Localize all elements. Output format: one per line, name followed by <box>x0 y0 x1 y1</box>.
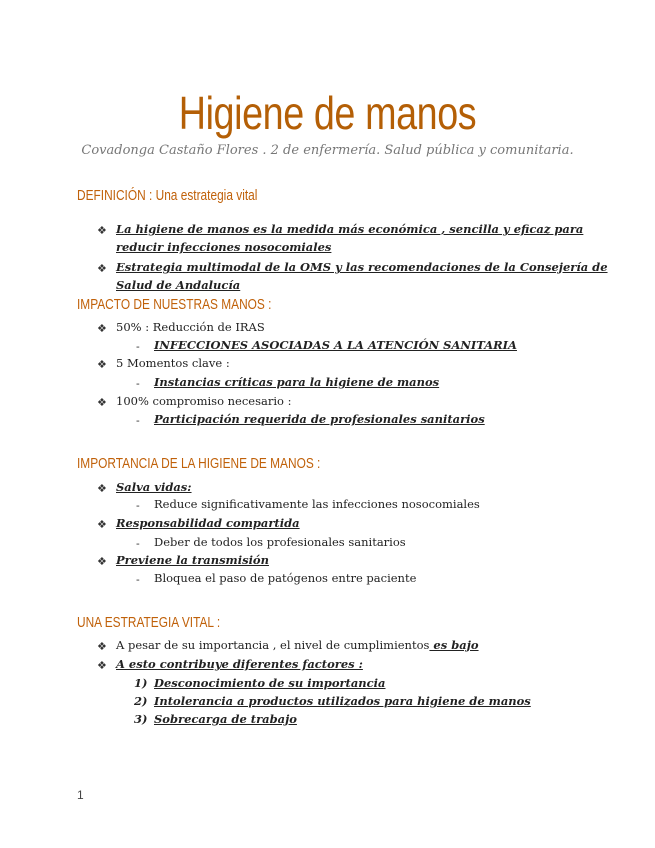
bullet-icon: ❖ <box>97 482 107 495</box>
author-subtitle: Covadonga Castaño Flores . 2 de enfermería. Salud pública y comunitaria. <box>81 143 574 158</box>
importancia-item-3-sub: Bloquea el paso de patógenos entre paciente <box>154 571 417 585</box>
importancia-item-3: Previene la transmisión <box>116 553 269 567</box>
definicion-item-1-line-2: reducir infecciones nosocomiales <box>116 240 332 254</box>
impacto-item-3-sub: Participación requerida de profesionales sanitarios <box>154 412 485 426</box>
factor-item-1: Desconocimiento de su importancia <box>154 676 386 690</box>
dash-marker: - <box>136 537 140 550</box>
importancia-item-1: Salva vidas: <box>116 480 192 494</box>
estrategia-item-2: A esto contribuye diferentes factores : <box>116 657 363 671</box>
factor-number: 1) <box>134 676 148 690</box>
impacto-item-1-sub: INFECCIONES ASOCIADAS A LA ATENCIÓN SANITARIA <box>154 338 517 352</box>
bullet-icon: ❖ <box>97 224 107 237</box>
section-heading-estrategia: UNA ESTRATEGIA VITAL : <box>77 615 221 631</box>
bullet-icon: ❖ <box>97 555 107 568</box>
section-heading-importancia: IMPORTANCIA DE LA HIGIENE DE MANOS : <box>77 456 321 472</box>
definicion-item-2-line-2: Salud de Andalucía <box>116 278 241 292</box>
dash-marker: - <box>136 573 140 586</box>
importancia-item-2-sub: Deber de todos los profesionales sanitarios <box>154 535 406 549</box>
importancia-item-1-sub: Reduce significativamente las infecciones nosocomiales <box>154 497 480 511</box>
estrategia-item-1 <box>116 638 479 652</box>
estrategia-item-1-emphasis: es bajo <box>429 638 479 652</box>
definicion-item-1-line-1: La higiene de manos es la medida más económica , sencilla y eficaz para <box>116 222 584 236</box>
dash-marker: - <box>136 499 140 512</box>
bullet-icon: ❖ <box>97 322 107 335</box>
impacto-item-1: 50% : Reducción de IRAS <box>116 320 265 334</box>
dash-marker: - <box>136 377 140 390</box>
bullet-icon: ❖ <box>97 659 107 672</box>
dash-marker: - <box>136 414 140 427</box>
factor-number: 3) <box>134 712 148 726</box>
bullet-icon: ❖ <box>97 518 107 531</box>
estrategia-item-1-text: A pesar de su importancia , el nivel de cumplimientos <box>116 638 430 652</box>
bullet-icon: ❖ <box>97 358 107 371</box>
factor-number: 2) <box>134 694 148 708</box>
impacto-item-2-sub: Instancias críticas para la higiene de manos <box>154 375 440 389</box>
bullet-icon: ❖ <box>97 640 107 653</box>
dash-marker: - <box>136 340 140 353</box>
impacto-item-2: 5 Momentos clave : <box>116 356 230 370</box>
definicion-item-2-line-1: Estrategia multimodal de la OMS y las recomendaciones de la Consejería de <box>116 260 608 274</box>
bullet-icon: ❖ <box>97 262 107 275</box>
section-heading-definicion: DEFINICIÓN : Una estrategia vital <box>77 188 258 204</box>
page-title: Higiene de manos <box>178 87 477 139</box>
factor-item-2: Intolerancia a productos utilizados para higiene de manos <box>154 694 531 708</box>
importancia-item-2: Responsabilidad compartida <box>116 516 300 530</box>
page-number: 1 <box>77 788 84 802</box>
section-heading-impacto: IMPACTO DE NUESTRAS MANOS : <box>77 297 272 313</box>
impacto-item-3: 100% compromiso necesario : <box>116 394 292 408</box>
factor-item-3: Sobrecarga de trabajo <box>154 712 297 726</box>
bullet-icon: ❖ <box>97 396 107 409</box>
